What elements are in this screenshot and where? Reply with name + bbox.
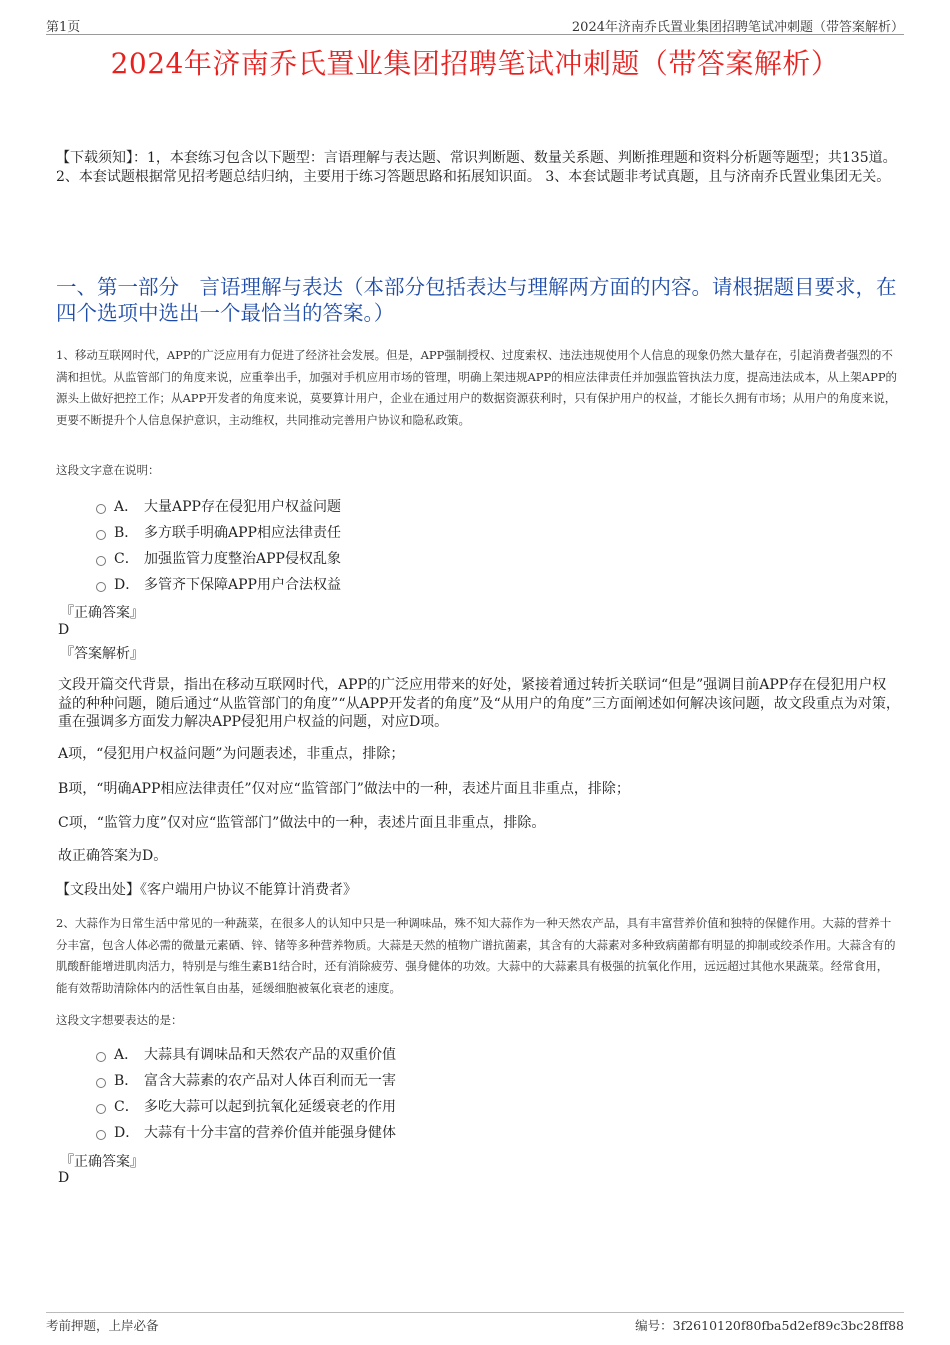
page-footer — [46, 1312, 904, 1333]
page-number: 第1页 — [46, 20, 81, 35]
section-heading: 一、第一部分 言语理解与表达（本部分包括表达与理解两方面的内容。请根据题目要求，在四个选项中选出一个最恰当的答案。） — [56, 275, 897, 325]
option-letter: A． — [114, 1047, 139, 1063]
option-a[interactable] — [96, 493, 341, 519]
download-notice: 【下载须知】：1，本套练习包含以下题型：言语理解与表达题、常识判断题、数量关系题、判断推理题和资料分析题等题型；共135道。 2、本套试题根据常见招考题总结归纳，主要用于练习答题思路和拓展知识面。 3、本套试题非考试真题，且与济南乔氏置业集团无关。 — [56, 150, 897, 185]
answer-label: 『正确答案』 — [60, 605, 144, 621]
radio-icon[interactable] — [96, 556, 106, 566]
question-2-options — [96, 1041, 396, 1145]
source-citation: 【文段出处】《客户端用户协议不能算计消费者》 — [56, 882, 357, 898]
option-text: 多吃大蒜可以起到抗氧化延缓衰老的作用 — [144, 1099, 396, 1115]
option-letter: D． — [114, 1125, 140, 1141]
answer-value: D — [58, 1170, 70, 1186]
answer-value: D — [58, 622, 70, 638]
option-letter: C． — [114, 1099, 139, 1115]
radio-icon[interactable] — [96, 1104, 106, 1114]
option-letter: A． — [114, 499, 139, 515]
question-2-text: 2、大蒜作为日常生活中常见的一种蔬菜，在很多人的认知中只是一种调味品，殊不知大蒜作为一种天然农产品，具有丰富营养价值和独特的保健作用。大蒜的营养十分丰富，包含人体必需的微量元素硒、锌、锗等多种营养物质。大蒜是天然的植物广谱抗菌素，其含有的大蒜素对多种致病菌都有明显的抑制或绞杀作用。大蒜含有的肌酸酐能增进肌肉活力，特别是与维生素B1结合时，还有消除疲劳、强身健体的功效。大蒜中的大蒜素具有极强的抗氧化作用，远远超过其他水果蔬菜。经常食用，能有效帮助清除体内的活性氧自由基，延缓细胞被氧化衰老的速度。 — [56, 916, 896, 995]
option-c[interactable] — [96, 545, 341, 571]
analysis-option-c: C项，“监管力度”仅对应“监管部门”做法中的一种，表述片面且非重点，排除。 — [58, 815, 546, 831]
option-d[interactable] — [96, 571, 341, 597]
question-1-options — [96, 493, 341, 597]
radio-icon[interactable] — [96, 530, 106, 540]
option-text: 大蒜有十分丰富的营养价值并能强身健体 — [144, 1125, 396, 1141]
option-d[interactable] — [96, 1119, 396, 1145]
analysis-label: 『答案解析』 — [60, 646, 144, 662]
radio-icon[interactable] — [96, 1130, 106, 1140]
radio-icon[interactable] — [96, 1078, 106, 1088]
option-text: 加强监管力度整治APP侵权乱象 — [144, 551, 341, 567]
option-letter: D． — [114, 577, 140, 593]
question-2-prompt: 这段文字想要表达的是： — [56, 1013, 183, 1027]
option-letter: B． — [114, 525, 139, 541]
question-1-text: 1、移动互联网时代，APP的广泛应用有力促进了经济社会发展。但是，APP强制授权、过度索权、违法违规使用个人信息的现象仍然大量存在，引起消费者强烈的不满和担忧。从监管部门的角度来说，应重拳出手，加强对手机应用市场的管理，明确上架违规APP的相应法律责任并加强监管执法力度，提高违法成本，从上架APP的源头上做好把控工作；从APP开发者的角度来说，莫要算计用户，企业在通过用户的数据资源获利时，只有保护用户的权益，才能长久拥有市场；从用户的角度来说，更要不断提升个人信息保护意识，主动维权，共同推动完善用户协议和隐私政策。 — [56, 348, 898, 427]
analysis-conclusion: 故正确答案为D。 — [58, 848, 168, 864]
option-letter: C． — [114, 551, 139, 567]
option-c[interactable] — [96, 1093, 396, 1119]
option-b[interactable] — [96, 1067, 396, 1093]
option-b[interactable] — [96, 519, 341, 545]
analysis-paragraph: 文段开篇交代背景，指出在移动互联网时代，APP的广泛应用带来的好处，紧接着通过转折关联词“但是”强调目前APP存在侵犯用户权益的种种问题，随后通过“从监管部门的角度”“从APP开发者的角度”及“从用户的角度”三方面阐述如何解决该问题，故文段重点为对策，重在强调多方面发力解决APP侵犯用户权益的问题，对应D项。 — [58, 677, 900, 730]
option-text: 多方联手明确APP相应法律责任 — [144, 525, 341, 541]
radio-icon[interactable] — [96, 504, 106, 514]
radio-icon[interactable] — [96, 1052, 106, 1062]
option-text: 多管齐下保障APP用户合法权益 — [144, 577, 341, 593]
option-letter: B． — [114, 1073, 139, 1089]
option-a[interactable] — [96, 1041, 396, 1067]
header-doc-title: 2024年济南乔氏置业集团招聘笔试冲刺题（带答案解析） — [571, 20, 904, 35]
answer-label: 『正确答案』 — [60, 1154, 144, 1170]
option-text: 大量APP存在侵犯用户权益问题 — [144, 499, 341, 515]
option-text: 富含大蒜素的农产品对人体百利而无一害 — [144, 1073, 396, 1089]
footer-doc-id: 编号：3f2610120f80fba5d2ef89c3bc28ff88 — [635, 1318, 904, 1333]
analysis-option-a: A项，“侵犯用户权益问题”为问题表述，非重点，排除； — [58, 746, 405, 762]
question-1-prompt: 这段文字意在说明： — [56, 463, 160, 477]
footer-slogan: 考前押题，上岸必备 — [46, 1318, 159, 1333]
option-text: 大蒜具有调味品和天然农产品的双重价值 — [144, 1047, 396, 1063]
document-title: 2024年济南乔氏置业集团招聘笔试冲刺题（带答案解析） — [110, 47, 840, 80]
page-header — [46, 14, 904, 35]
radio-icon[interactable] — [96, 582, 106, 592]
analysis-option-b: B项，“明确APP相应法律责任”仅对应“监管部门”做法中的一种，表述片面且非重点，排除； — [58, 781, 630, 797]
